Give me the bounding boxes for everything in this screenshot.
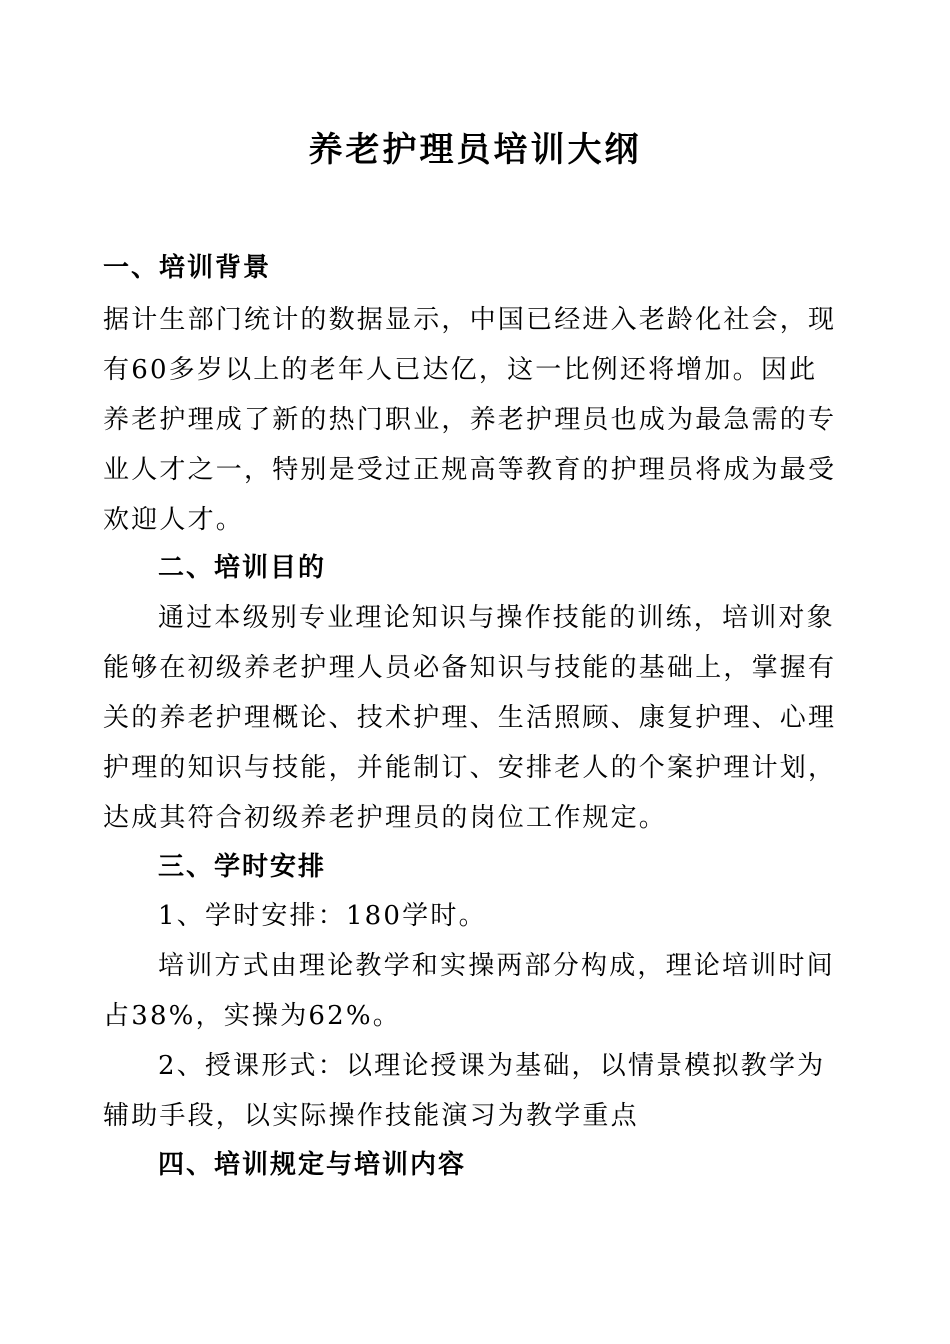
paragraph-line: 2、授课形式：以理论授课为基础，以情景模拟教学为 [158,1051,826,1081]
paragraph-line: 养老护理成了新的热门职业，养老护理员也成为最急需的专 [103,405,837,435]
paragraph-line: 占38%，实操为62%。 [103,1001,401,1031]
paragraph-line: 据计生部门统计的数据显示，中国已经进入老龄化社会，现 [103,305,837,335]
paragraph-line: 培训方式由理论教学和实操两部分构成，理论培训时间 [158,951,835,981]
paragraph-line: 业人才之一，特别是受过正规高等教育的护理员将成为最受 [103,455,837,485]
paragraph-line: 关的养老护理概论、技术护理、生活照顾、康复护理、心理 [103,703,837,733]
section-heading-content: 四、培训规定与培训内容 [158,1150,467,1180]
paragraph-line: 1、学时安排：180学时。 [158,901,487,931]
paragraph-line: 通过本级别专业理论知识与操作技能的训练，培训对象 [158,603,835,633]
section-heading-schedule: 三、学时安排 [158,852,327,882]
paragraph-line: 有60多岁以上的老年人已达亿，这一比例还将增加。因此 [103,355,818,385]
section-heading-purpose: 二、培训目的 [158,553,327,583]
paragraph-line: 护理的知识与技能，并能制订、安排老人的个案护理计划， [103,753,837,783]
document-title: 养老护理员培训大纲 [308,130,642,170]
paragraph-line: 达成其符合初级养老护理员的岗位工作规定。 [103,803,668,833]
paragraph-line: 辅助手段，以实际操作技能演习为教学重点 [103,1101,639,1131]
paragraph-line: 欢迎人才。 [103,505,245,535]
paragraph-line: 能够在初级养老护理人员必备知识与技能的基础上，掌握有 [103,653,837,683]
section-heading-background: 一、培训背景 [103,253,272,283]
